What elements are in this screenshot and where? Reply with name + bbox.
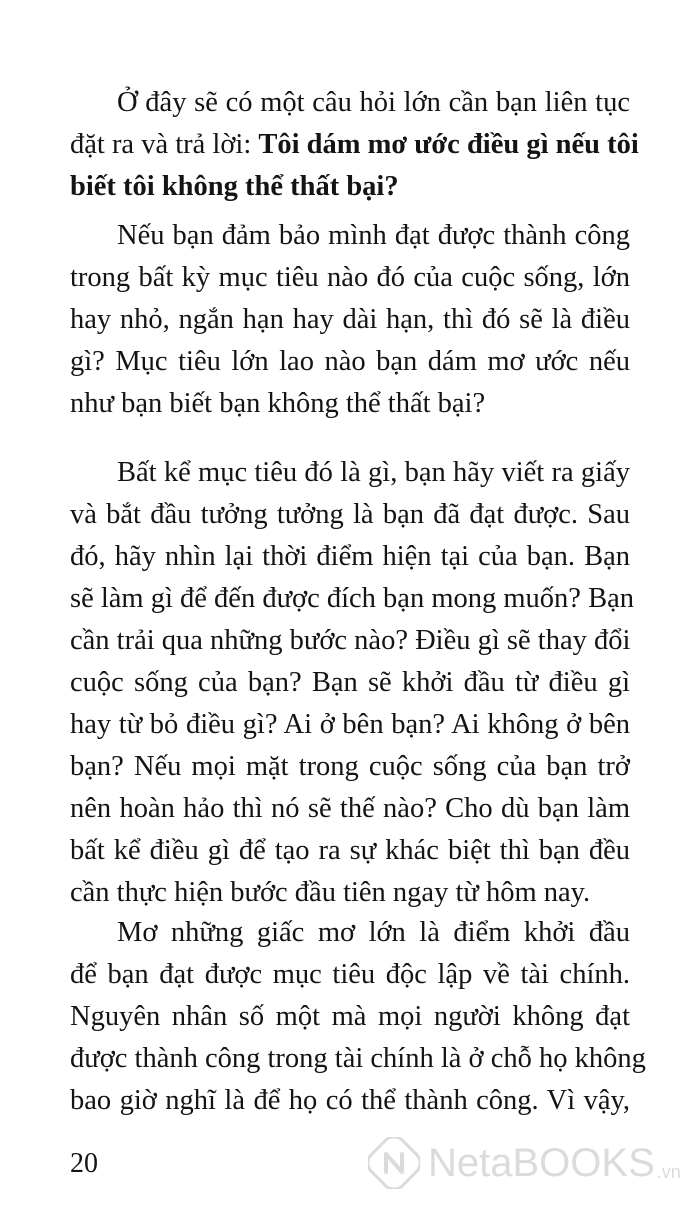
paragraph-4-line: bao giờ nghĩ là để họ có thể thành công. Vì vậy, bbox=[70, 1085, 630, 1116]
paragraph-4-line: được thành công trong tài chính là ở chỗ họ không bbox=[70, 1043, 646, 1074]
paragraph-3 bbox=[70, 452, 634, 914]
paragraph-2 bbox=[70, 215, 630, 425]
paragraph-1-line-2 bbox=[70, 124, 639, 166]
paragraph-4-line: để bạn đạt được mục tiêu độc lập về tài chính. bbox=[70, 959, 630, 990]
paragraph-4-line: Mơ những giấc mơ lớn là điểm khởi đầu bbox=[117, 917, 630, 948]
paragraph-3-line: bạn? Nếu mọi mặt trong cuộc sống của bạn trở bbox=[70, 751, 630, 782]
paragraph-1-line-2-normal: đặt ra và trả lời: bbox=[70, 129, 259, 160]
paragraph-2-line: như bạn biết bạn không thể thất bại? bbox=[70, 388, 486, 419]
netabooks-watermark bbox=[368, 1133, 681, 1193]
watermark-brand: NetaBOOKS bbox=[428, 1140, 655, 1185]
netabooks-n-logo-icon bbox=[368, 1137, 420, 1189]
watermark-suffix: .vn bbox=[656, 1161, 681, 1182]
paragraph-3-line: nên hoàn hảo thì nó sẽ thế nào? Cho dù bạn làm bbox=[70, 793, 630, 824]
paragraph-3-line: cần trải qua những bước nào? Điều gì sẽ thay đổi bbox=[70, 625, 631, 656]
paragraph-1 bbox=[70, 82, 639, 208]
paragraph-4 bbox=[70, 912, 646, 1122]
paragraph-3-line: hay từ bỏ điều gì? Ai ở bên bạn? Ai không ở bên bbox=[70, 709, 630, 740]
paragraph-2-line: Nếu bạn đảm bảo mình đạt được thành công bbox=[117, 220, 630, 251]
paragraph-1-line-1: Ở đây sẽ có một câu hỏi lớn cần bạn liên tục bbox=[117, 87, 630, 118]
paragraph-3-line: cần thực hiện bước đầu tiên ngay từ hôm nay. bbox=[70, 877, 591, 908]
paragraph-3-line: Bất kể mục tiêu đó là gì, bạn hãy viết ra giấy bbox=[117, 457, 630, 488]
paragraph-4-line: Nguyên nhân số một mà mọi người không đạt bbox=[70, 1001, 630, 1032]
paragraph-2-line: gì? Mục tiêu lớn lao nào bạn dám mơ ước nếu bbox=[70, 346, 630, 377]
paragraph-3-line: sẽ làm gì để đến được đích bạn mong muốn? Bạn bbox=[70, 583, 634, 614]
paragraph-1-line-3-bold-question: biết tôi không thể thất bại? bbox=[70, 171, 399, 202]
paragraph-3-line: đó, hãy nhìn lại thời điểm hiện tại của bạn. Bạn bbox=[70, 541, 630, 572]
page-number: 20 bbox=[70, 1148, 98, 1179]
paragraph-2-line: hay nhỏ, ngắn hạn hay dài hạn, thì đó sẽ là điều bbox=[70, 304, 630, 335]
paragraph-3-line: và bắt đầu tưởng tưởng là bạn đã đạt được. Sau bbox=[70, 499, 630, 530]
paragraph-1-line-2-bold-question: Tôi dám mơ ước điều gì nếu tôi bbox=[258, 129, 639, 160]
paragraph-3-line: bất kể điều gì để tạo ra sự khác biệt thì bạn đều bbox=[70, 835, 630, 866]
paragraph-3-line: cuộc sống của bạn? Bạn sẽ khởi đầu từ điều gì bbox=[70, 667, 630, 698]
paragraph-2-line: trong bất kỳ mục tiêu nào đó của cuộc sống, lớn bbox=[70, 262, 630, 293]
